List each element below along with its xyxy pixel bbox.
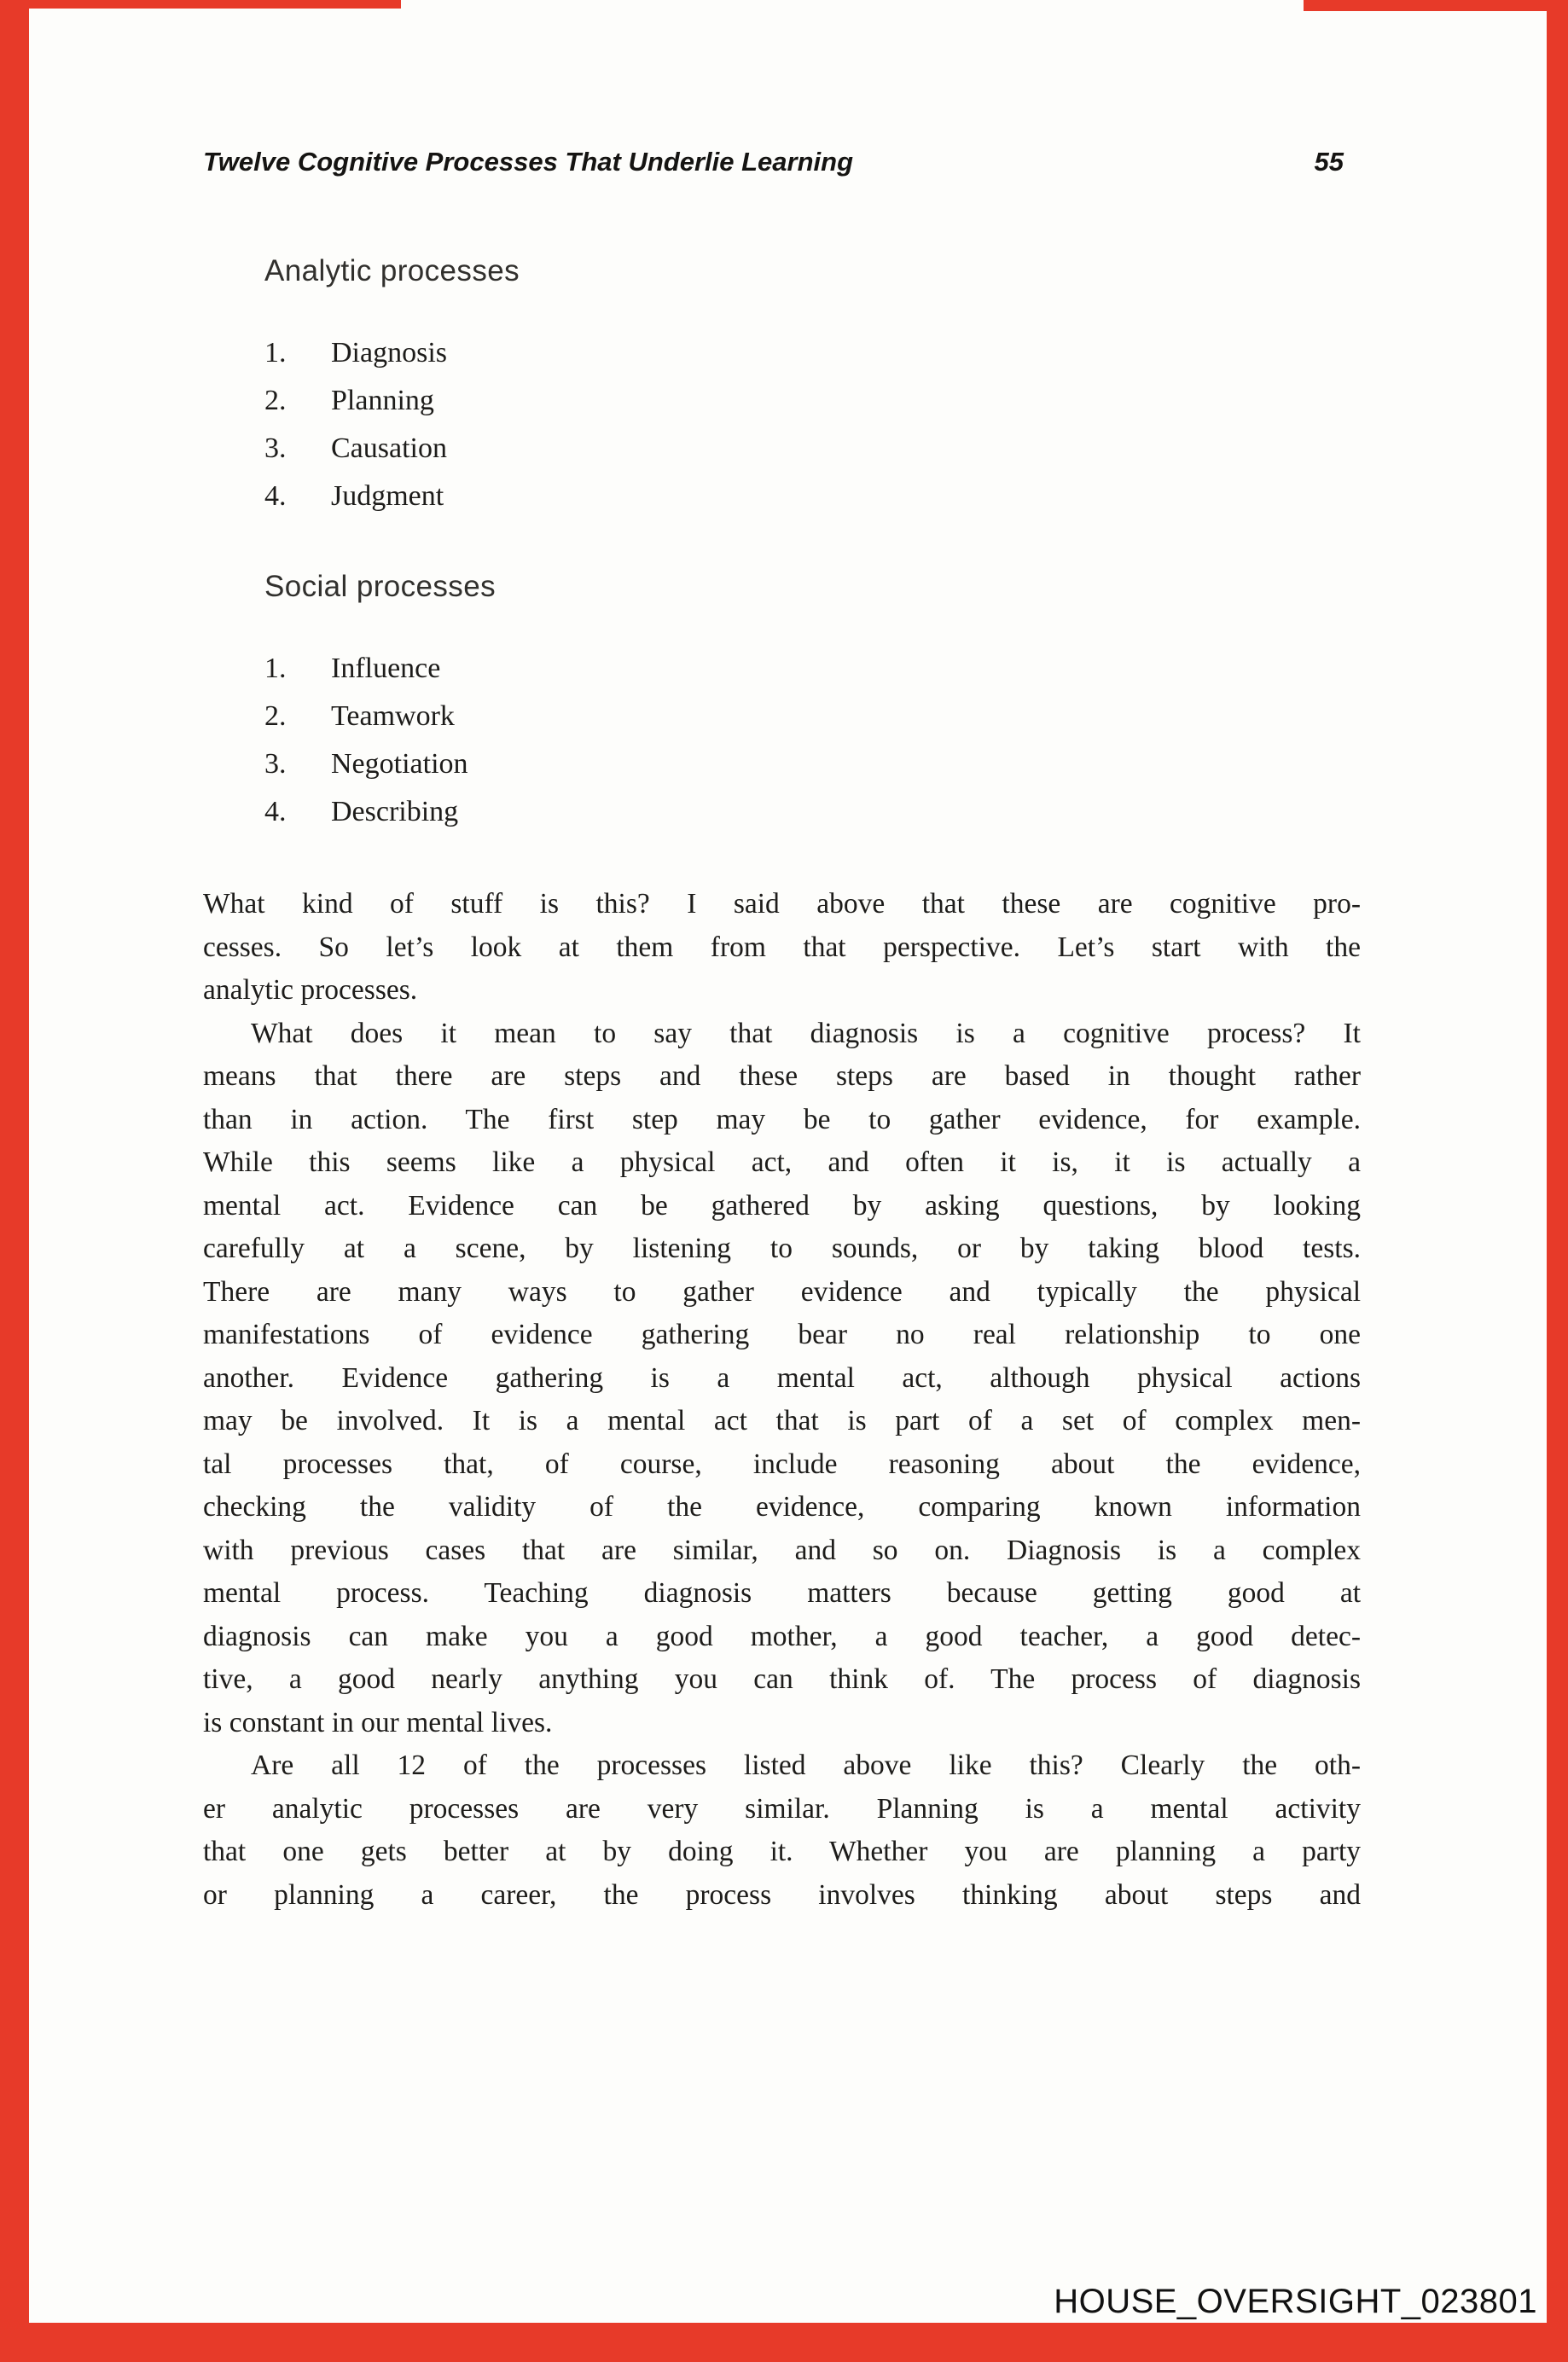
list-item-number: 3. [264,748,287,780]
page-content [203,0,1361,1917]
paragraph-line: with previous cases that are similar, and so on. Diagnosis is a complex [203,1534,1361,1566]
paragraph-line: manifestations of evidence gathering bear no real relationship to one [203,1319,1361,1350]
paragraph-line: or planning a career, the process involves thinking about steps and [203,1878,1361,1911]
paragraph-line: There are many ways to gather evidence and typically the physical [203,1275,1361,1308]
list-item-number: 1. [264,653,287,684]
paragraph-line: mental act. Evidence can be gathered by asking questions, by looking [203,1189,1361,1222]
paragraph-line: checking the validity of the evidence, comparing known information [203,1491,1361,1523]
list-item-label: Influence [331,653,441,684]
section-heading: Analytic processes [264,254,520,287]
paragraph-line: Are all 12 of the processes listed above like this? Clearly the oth- [251,1750,1361,1781]
numbered-list [203,645,1361,836]
running-head [203,147,1361,177]
list-item-number: 3. [264,432,287,464]
list-item [203,377,1361,425]
page-edge-left [0,0,29,2362]
watermark-bates-number: HOUSE_OVERSIGHT_023801 [1054,2283,1537,2320]
paragraph-line: another. Evidence gathering is a mental act, although physical actions [203,1361,1361,1394]
paragraph-line: than in action. The first step may be to gather evidence, for example. [203,1103,1361,1135]
list-item [203,693,1361,740]
page-edge-bottom [0,2323,1568,2362]
paragraph [203,883,1361,1013]
list-item-label: Judgment [331,480,444,512]
paragraph-line: tive, a good nearly anything you can think of. The process of diagnosis [203,1663,1361,1695]
page-edge-right [1547,0,1568,2362]
list-item-label: Negotiation [331,748,468,780]
paragraph-line: analytic processes. [203,974,418,1006]
paragraph [203,1013,1361,1745]
process-section [203,570,1361,836]
numbered-list [203,329,1361,520]
list-item [203,788,1361,836]
list-item-label: Diagnosis [331,337,447,369]
list-item [203,329,1361,377]
paragraph-line: What kind of stuff is this? I said above that these are cognitive pro- [203,888,1361,920]
paragraph-line: means that there are steps and these steps are based in thought rather [203,1060,1361,1092]
list-item-number: 2. [264,385,287,416]
process-section [203,254,1361,520]
list-item [203,645,1361,693]
paragraph-line: While this seems like a physical act, and often it is, it is actually a [203,1146,1361,1178]
body-text [203,883,1361,1917]
list-item-number: 2. [264,700,287,732]
list-item-number: 1. [264,337,287,369]
paragraph-line: diagnosis can make you a good mother, a good teacher, a good detec- [203,1620,1361,1652]
sections [203,254,1361,836]
paragraph-line: that one gets better at by doing it. Whether you are planning a party [203,1836,1361,1867]
list-item-label: Causation [331,432,447,464]
list-item-label: Describing [331,796,459,827]
paragraph-line: mental process. Teaching diagnosis matters because getting good at [203,1577,1361,1609]
list-item [203,425,1361,473]
paragraph [203,1744,1361,1917]
list-item-number: 4. [264,480,287,512]
list-item-number: 4. [264,796,287,827]
chapter-title: Twelve Cognitive Processes That Underlie Learning [203,147,854,177]
paragraph-line: may be involved. It is a mental act that is part of a set of complex men- [203,1405,1361,1436]
section-heading: Social processes [264,570,496,603]
paragraph-line: tal processes that, of course, include reasoning about the evidence, [203,1448,1361,1480]
paragraph-line: carefully at a scene, by listening to sounds, or by taking blood tests. [203,1233,1361,1264]
list-item [203,740,1361,788]
paragraph-line: What does it mean to say that diagnosis is a cognitive process? It [251,1017,1361,1049]
list-item [203,473,1361,520]
page-number: 55 [1314,147,1344,177]
paragraph-line: er analytic processes are very similar. Planning is a mental activity [203,1792,1361,1825]
list-item-label: Planning [331,385,434,416]
paragraph-line: is constant in our mental lives. [203,1706,553,1738]
list-item-label: Teamwork [331,700,455,732]
paragraph-line: cesses. So let’s look at them from that perspective. Let’s start with the [203,931,1361,963]
